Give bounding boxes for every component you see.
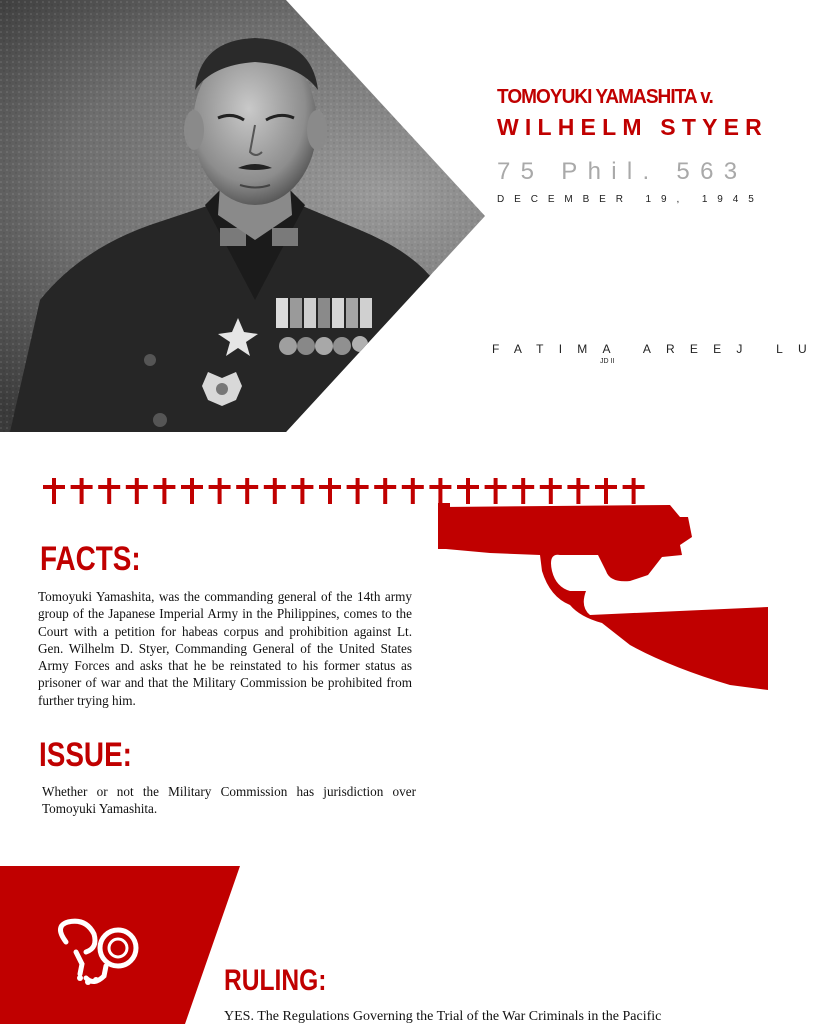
cross-icon xyxy=(153,478,175,504)
cross-icon xyxy=(209,478,231,504)
author-name: FATIMA AREEJ LU xyxy=(492,342,822,356)
cross-icon xyxy=(71,478,93,504)
ruling-text: YES. The Regulations Governing the Trial of the War Criminals in the Pacific xyxy=(224,1009,662,1024)
cross-icon xyxy=(319,478,341,504)
cross-icon xyxy=(98,478,120,504)
cross-icon xyxy=(43,478,65,504)
decision-date: DECEMBER 19, 1945 xyxy=(497,194,764,205)
cross-icon xyxy=(181,478,203,504)
handcuffs-icon xyxy=(46,912,146,994)
cross-icon xyxy=(402,478,424,504)
issue-heading: ISSUE: xyxy=(39,736,132,774)
issue-text: Whether or not the Military Commission has jurisdiction over Tomoyuki Yamashita. xyxy=(42,784,416,817)
cross-icon xyxy=(126,478,148,504)
pistol-icon xyxy=(430,495,768,690)
facts-heading: FACTS: xyxy=(40,540,141,578)
author-level: JD II xyxy=(600,358,615,365)
facts-text: Tomoyuki Yamashita, was the commanding general of the 14th army group of the Japanese Imperial Army in the Philippines, comes to the Court with a petition for habeas corpus and prohibition against Lt. Gen. Wilhelm D. Styer, Commanding General of the United States Army Forces and asks that he be reinstated to his former status as prisoner of war and that the Military Commission be prohibited from further trying him. xyxy=(38,589,412,708)
cross-icon xyxy=(291,478,313,504)
case-title-line1: TOMOYUKI YAMASHITA v. xyxy=(497,86,713,108)
portrait-photo xyxy=(0,0,768,432)
cross-icon xyxy=(347,478,369,504)
cross-icon xyxy=(374,478,396,504)
cross-icon xyxy=(264,478,286,504)
cross-icon xyxy=(236,478,258,504)
ruling-heading: RULING: xyxy=(224,964,327,997)
case-citation: 75 Phil. 563 xyxy=(497,158,748,185)
case-title-line2: WILHELM STYER xyxy=(497,114,768,140)
